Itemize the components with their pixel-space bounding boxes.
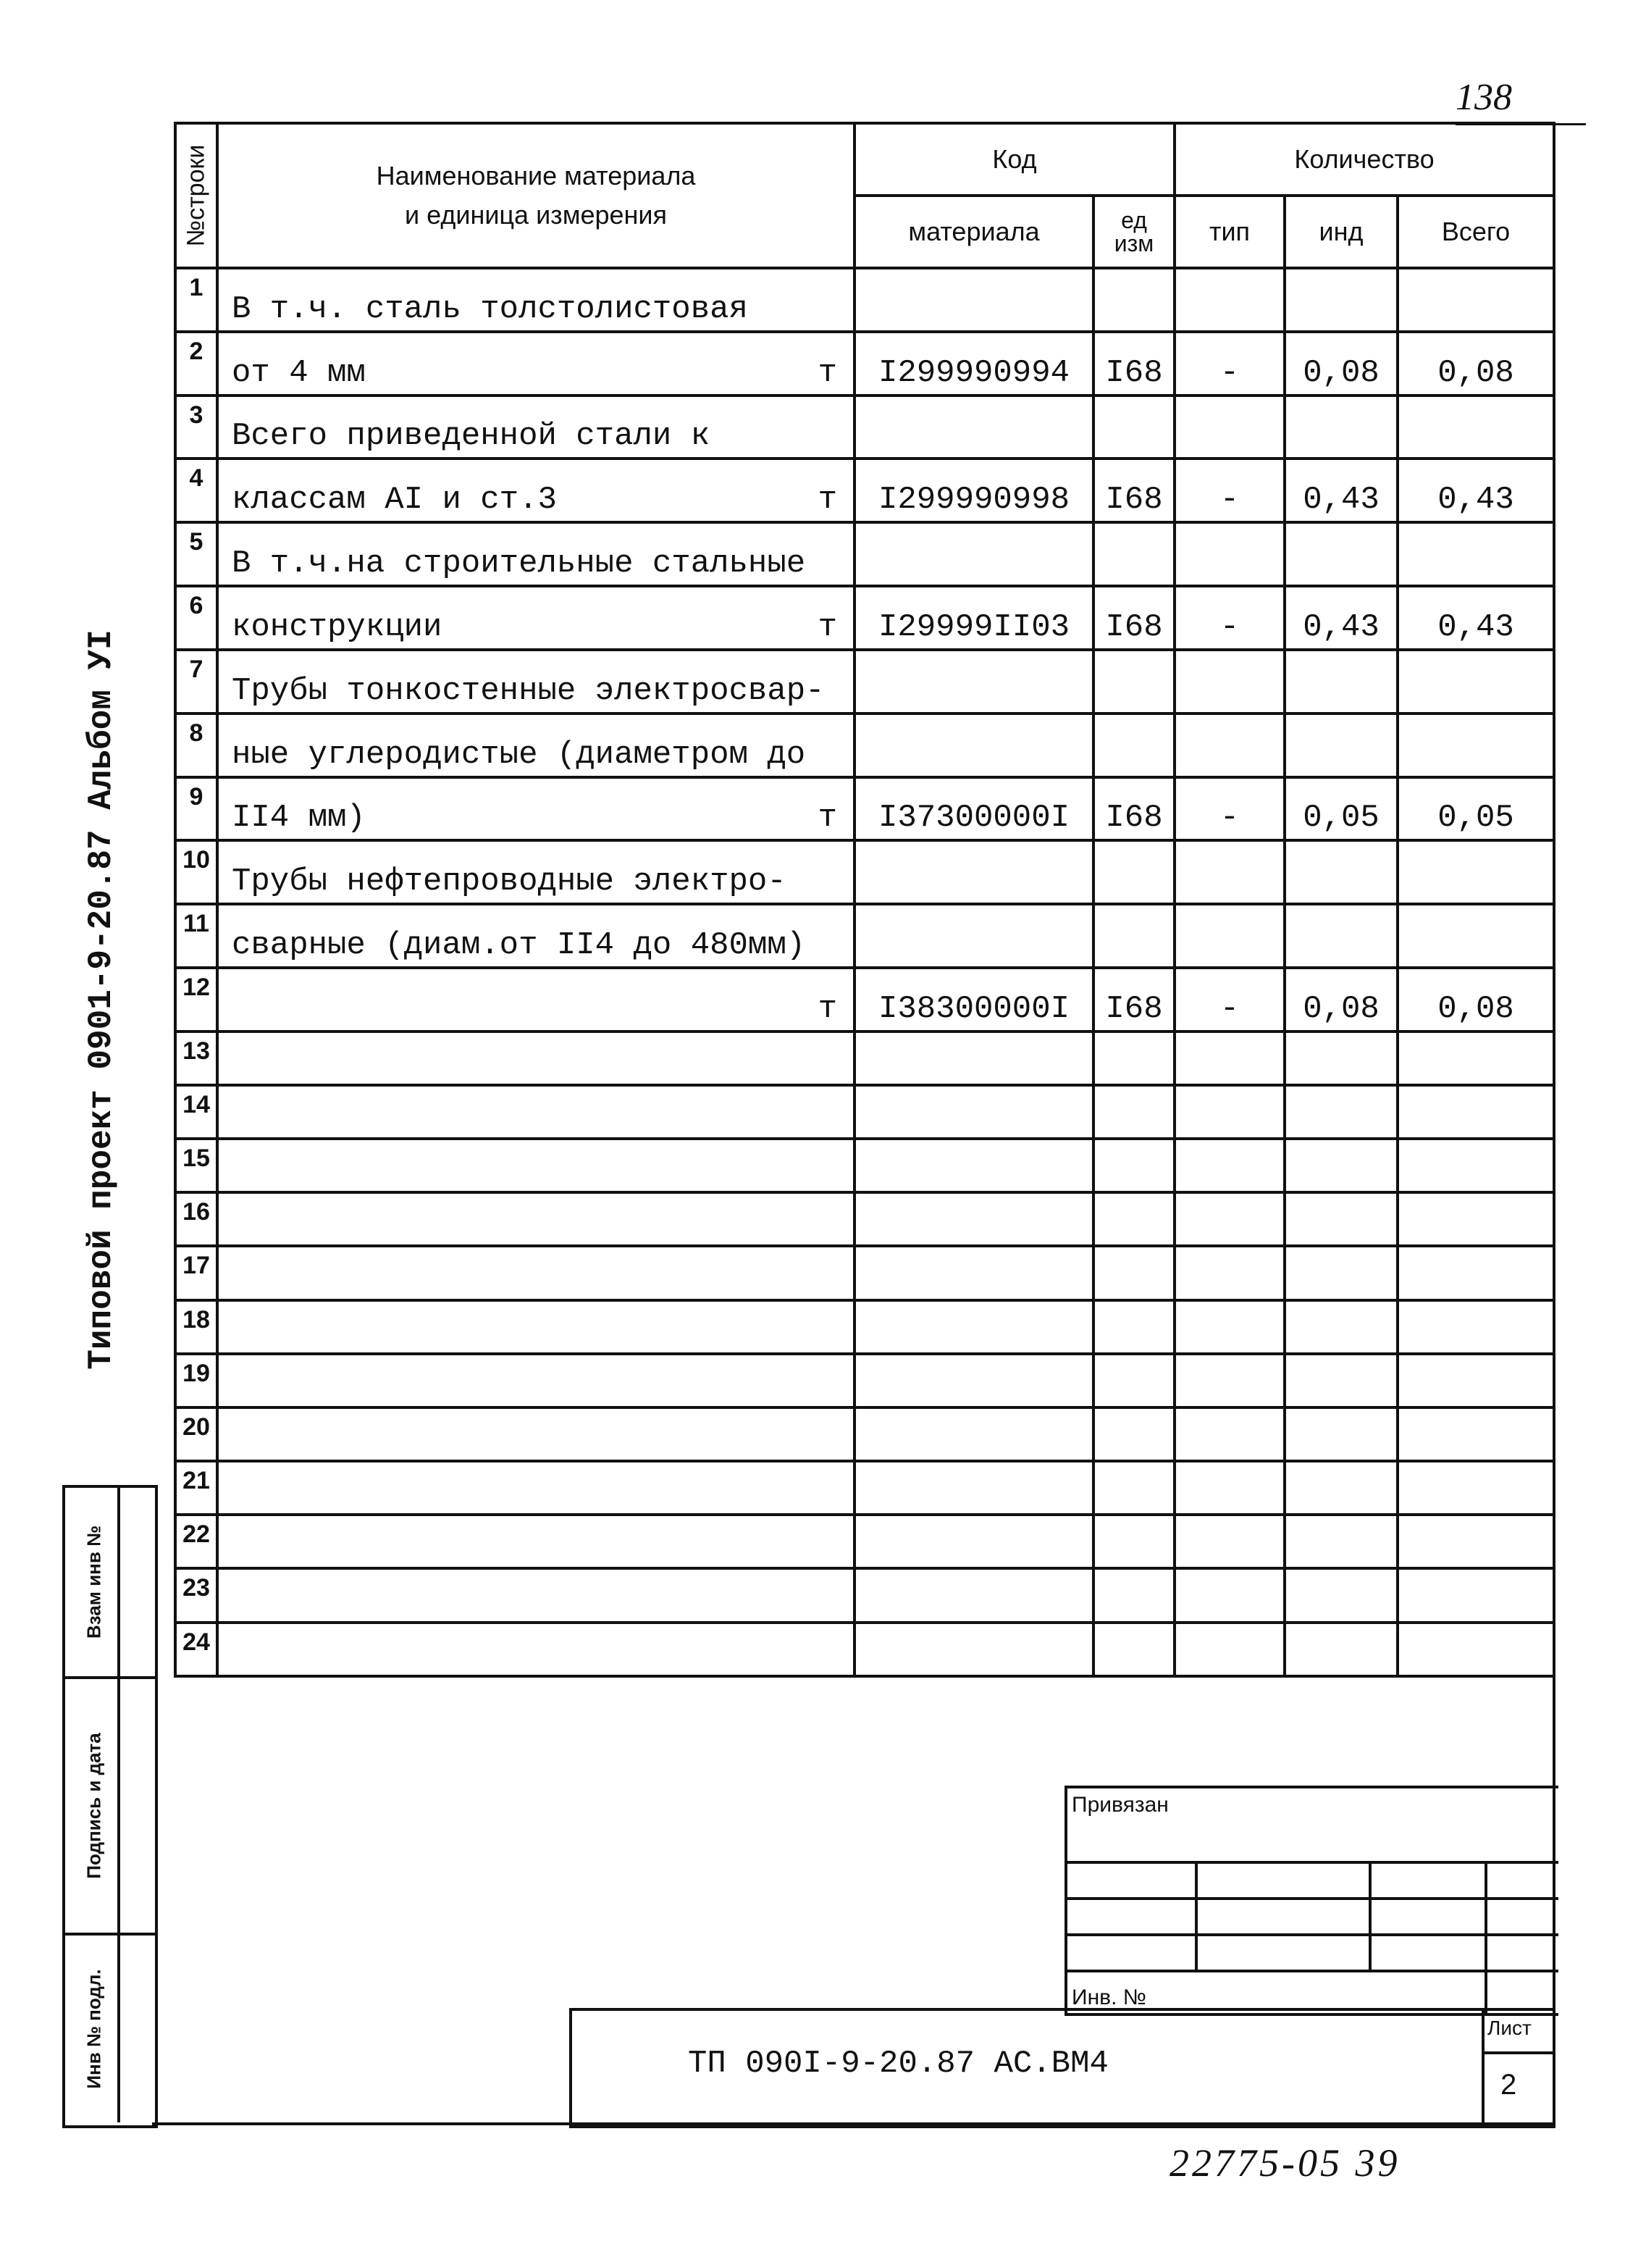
material-code [855,1300,1093,1354]
material-name: В т.ч. сталь толстолистовая [232,290,748,327]
unit-code: I68 [1093,332,1175,396]
header-unit: ед изм [1093,196,1175,268]
material-name: Трубы тонкостенные электросвар- [232,672,825,709]
qty-total [1398,1568,1554,1622]
row-number: 2 [175,332,217,396]
qty-typ [1175,650,1285,714]
material-name-cell [217,1568,855,1622]
material-name-cell [217,714,855,777]
qty-total: 0,05 [1398,777,1554,841]
unit-code [1093,840,1175,904]
qty-total [1398,1461,1554,1515]
qty-typ [1175,1246,1285,1300]
material-name-cell [217,840,855,904]
table-row [175,1407,1554,1461]
qty-total [1398,1623,1554,1676]
qty-total [1398,1139,1554,1192]
qty-typ: - [1175,968,1285,1032]
unit-code [1093,1354,1175,1407]
unit-code [1093,1407,1175,1461]
material-name-cell [217,1515,855,1568]
material-name-cell [217,268,855,332]
material-code [855,904,1093,968]
unit-code [1093,1246,1175,1300]
row-number: 12 [175,968,217,1032]
qty-total [1398,522,1554,586]
unit-code: I68 [1093,586,1175,650]
qty-ind [1285,904,1398,968]
unit-label: т [818,354,837,391]
qty-typ [1175,1085,1285,1139]
qty-typ [1175,1407,1285,1461]
material-name-cell [217,396,855,459]
row-number: 14 [175,1085,217,1139]
qty-total [1398,1246,1554,1300]
table-row [175,1568,1554,1622]
row-number: 7 [175,650,217,714]
table-row [175,1032,1554,1085]
qty-total: 0,08 [1398,968,1554,1032]
material-code [855,268,1093,332]
material-code [855,1515,1093,1568]
qty-ind [1285,522,1398,586]
material-name: Всего приведенной стали к [232,418,710,455]
qty-ind [1285,1515,1398,1568]
row-number: 9 [175,777,217,841]
unit-code [1093,1192,1175,1246]
material-code [855,1568,1093,1622]
material-code [855,1139,1093,1192]
header-code: Код [855,123,1175,196]
qty-typ: - [1175,586,1285,650]
unit-code [1093,650,1175,714]
qty-ind [1285,1461,1398,1515]
material-name-cell [217,650,855,714]
material-name-cell [217,1354,855,1407]
margin-inv-label: Инв № подл. [83,1969,105,2089]
table-row [175,459,1554,522]
qty-ind [1285,1623,1398,1676]
qty-ind: 0,43 [1285,459,1398,522]
material-name: Трубы нефтепроводные электро- [232,863,786,900]
unit-code [1093,1623,1175,1676]
qty-ind: 0,08 [1285,968,1398,1032]
material-code [855,714,1093,777]
qty-typ: - [1175,459,1285,522]
row-number: 8 [175,714,217,777]
qty-ind [1285,714,1398,777]
material-name-cell [217,332,855,396]
qty-typ [1175,1461,1285,1515]
margin-inv-cell [65,1936,155,2122]
qty-total: 0,43 [1398,459,1554,522]
unit-label: т [818,608,837,645]
qty-ind [1285,1192,1398,1246]
row-number: 23 [175,1568,217,1622]
qty-total: 0,43 [1398,586,1554,650]
table-row [175,332,1554,396]
qty-typ [1175,268,1285,332]
material-code: I37300000I [855,777,1093,841]
qty-ind [1285,1568,1398,1622]
row-number: 1 [175,268,217,332]
qty-typ [1175,840,1285,904]
table-row [175,904,1554,968]
table-row [175,268,1554,332]
margin-podpis-label: Подпись и дата [83,1733,105,1879]
table-row [175,1192,1554,1246]
qty-ind [1285,1246,1398,1300]
left-margin-stamp [62,1485,158,2128]
privyazan-label: Привязан [1072,1793,1169,1817]
sheet-label: Лист [1487,2017,1532,2039]
footer-code: 22775-05 39 [1170,2141,1401,2185]
table-row [175,1354,1554,1407]
material-code [855,1246,1093,1300]
unit-code [1093,1461,1175,1515]
qty-ind: 0,08 [1285,332,1398,396]
row-number: 6 [175,586,217,650]
material-name-cell [217,1192,855,1246]
material-code [855,1461,1093,1515]
material-name: В т.ч.на строительные стальные [232,545,806,582]
qty-ind [1285,1407,1398,1461]
qty-typ: - [1175,332,1285,396]
qty-ind [1285,268,1398,332]
unit-code [1093,396,1175,459]
qty-ind: 0,43 [1285,586,1398,650]
qty-typ [1175,1192,1285,1246]
table-row [175,777,1554,841]
material-name-cell [217,1139,855,1192]
qty-total [1398,1300,1554,1354]
qty-total [1398,840,1554,904]
material-code: I299990998 [855,459,1093,522]
designation-box [569,2008,1485,2128]
inv-number-label: Инв. № [1072,1985,1146,2009]
qty-typ [1175,522,1285,586]
qty-total [1398,396,1554,459]
header-material: материала [855,196,1093,268]
material-name-cell [217,904,855,968]
header-typ: тип [1175,196,1285,268]
qty-total [1398,1032,1554,1085]
header-total: Всего [1398,196,1554,268]
unit-code: I68 [1093,968,1175,1032]
unit-code [1093,1515,1175,1568]
material-name: от 4 мм [232,354,366,391]
material-code: I299990994 [855,332,1093,396]
material-name: сварные (диам.от II4 до 480мм) [232,926,806,963]
qty-typ [1175,396,1285,459]
qty-ind [1285,1300,1398,1354]
row-number: 16 [175,1192,217,1246]
qty-total [1398,1407,1554,1461]
material-code [855,396,1093,459]
table-row [175,396,1554,459]
qty-total [1398,1192,1554,1246]
qty-typ: - [1175,777,1285,841]
table-row [175,522,1554,586]
side-title-text: Типовой проект 0901-9-20.87 Альбом УI [83,629,120,1370]
row-number: 3 [175,396,217,459]
qty-ind [1285,650,1398,714]
margin-podpis-cell [65,1679,155,1936]
qty-typ [1175,1032,1285,1085]
table-row [175,1246,1554,1300]
unit-code: I68 [1093,777,1175,841]
row-number: 5 [175,522,217,586]
unit-code [1093,1568,1175,1622]
row-number: 11 [175,904,217,968]
table-row [175,1461,1554,1515]
material-name-cell [217,459,855,522]
qty-total [1398,650,1554,714]
table-row [175,1515,1554,1568]
unit-label: т [818,482,837,519]
qty-typ [1175,904,1285,968]
table-row [175,1623,1554,1676]
qty-typ [1175,1139,1285,1192]
unit-code [1093,714,1175,777]
qty-ind [1285,1354,1398,1407]
unit-code [1093,1032,1175,1085]
row-number: 21 [175,1461,217,1515]
qty-typ [1175,1300,1285,1354]
privyazan-block [1065,1786,1558,2016]
material-code [855,522,1093,586]
material-code [855,1192,1093,1246]
row-number: 17 [175,1246,217,1300]
page-number: 138 [1456,77,1512,118]
row-number: 4 [175,459,217,522]
margin-vzam-label: Взам инв № [83,1525,105,1639]
unit-label: т [818,800,837,837]
material-code: I29999II03 [855,586,1093,650]
material-name-cell [217,1085,855,1139]
material-code [855,1354,1093,1407]
header-quantity: Количество [1175,123,1554,196]
material-code [855,1623,1093,1676]
material-name: классам АI и ст.3 [232,482,557,519]
material-code [855,650,1093,714]
material-code [855,1032,1093,1085]
row-number: 18 [175,1300,217,1354]
unit-code [1093,268,1175,332]
table-row [175,840,1554,904]
unit-code [1093,1085,1175,1139]
material-code [855,1085,1093,1139]
material-name: ные углеродистые (диаметром до [232,736,806,773]
material-name-cell [217,1407,855,1461]
unit-code [1093,904,1175,968]
qty-typ [1175,714,1285,777]
material-name-cell [217,1032,855,1085]
materials-table [174,122,1553,1678]
material-name: II4 мм) [232,800,366,837]
sheet-number: 2 [1500,2069,1517,2101]
header-material-name: Наименование материала и единица измерения [217,123,855,268]
qty-total: 0,08 [1398,332,1554,396]
unit-code [1093,522,1175,586]
qty-total [1398,268,1554,332]
row-number: 13 [175,1032,217,1085]
material-name-cell [217,1300,855,1354]
qty-total [1398,714,1554,777]
material-code: I38300000I [855,968,1093,1032]
row-number: 19 [175,1354,217,1407]
material-name-cell [217,777,855,841]
table-row [175,1085,1554,1139]
qty-ind [1285,840,1398,904]
row-number: 15 [175,1139,217,1192]
qty-typ [1175,1515,1285,1568]
unit-code [1093,1300,1175,1354]
row-number: 10 [175,840,217,904]
row-number: 22 [175,1515,217,1568]
qty-total [1398,904,1554,968]
qty-total [1398,1515,1554,1568]
table-row [175,586,1554,650]
qty-ind: 0,05 [1285,777,1398,841]
material-name-cell [217,586,855,650]
unit-code [1093,1139,1175,1192]
sheet-box [1482,2008,1555,2128]
row-number: 20 [175,1407,217,1461]
qty-total [1398,1354,1554,1407]
unit-label: т [818,990,837,1027]
material-name-cell [217,522,855,586]
qty-ind [1285,1032,1398,1085]
table-row [175,968,1554,1032]
row-number: 24 [175,1623,217,1676]
qty-total [1398,1085,1554,1139]
qty-ind [1285,1139,1398,1192]
margin-vzam-cell [65,1488,155,1679]
table-row [175,1300,1554,1354]
header-ind: инд [1285,196,1398,268]
table-row [175,714,1554,777]
material-name-cell [217,1623,855,1676]
qty-ind [1285,1085,1398,1139]
material-name-cell [217,1246,855,1300]
unit-code: I68 [1093,459,1175,522]
table-row [175,1139,1554,1192]
material-name: конструкции [232,608,442,645]
material-name-cell [217,1461,855,1515]
qty-typ [1175,1568,1285,1622]
qty-typ [1175,1354,1285,1407]
document-designation: ТП 090I-9-20.87 АС.ВМ4 [688,2046,1109,2082]
table-row [175,650,1554,714]
material-name-cell [217,968,855,1032]
material-code [855,840,1093,904]
material-code [855,1407,1093,1461]
qty-typ [1175,1623,1285,1676]
qty-ind [1285,396,1398,459]
header-row-number: №строки [175,123,217,268]
